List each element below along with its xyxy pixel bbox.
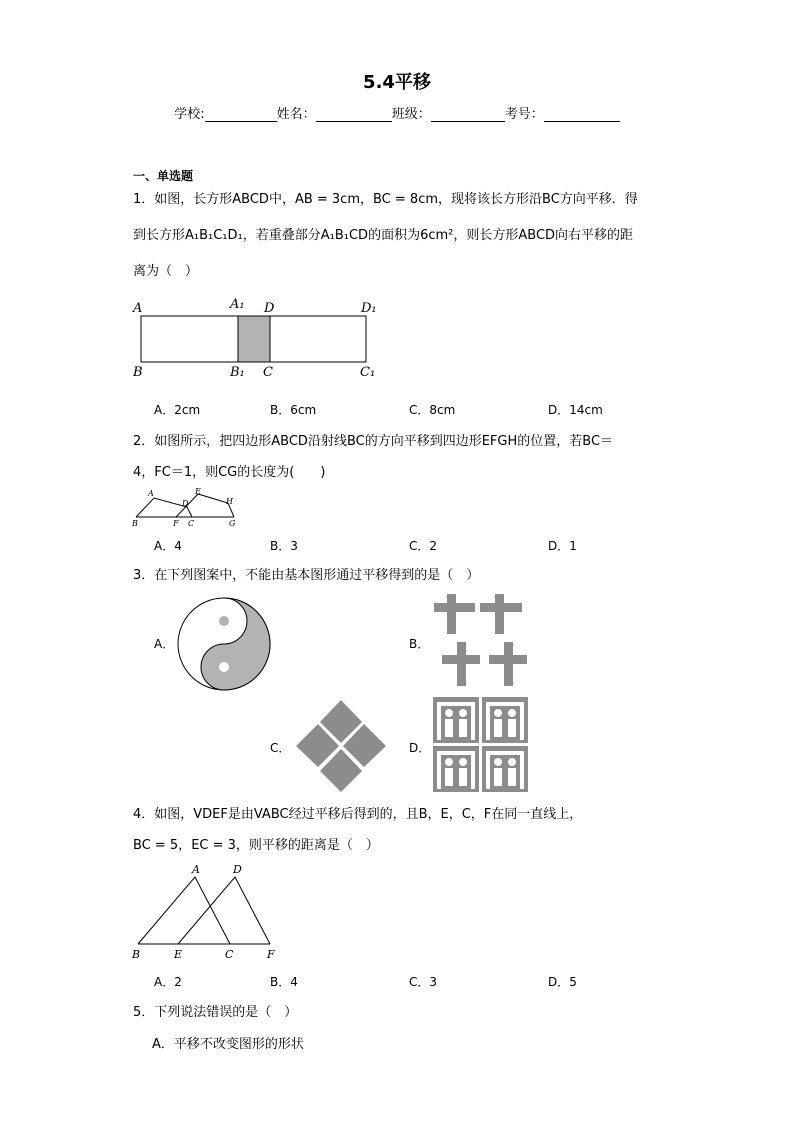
q1-line1: 1．如图，长方形ABCD中，AB = 3cm，BC = 8cm，现将该长方形沿BC方向平移．得 [133, 192, 638, 207]
q1-label-c: C [263, 365, 273, 380]
q3-option-a-label[interactable]: A． [154, 637, 175, 651]
q4-label-e: E [174, 948, 183, 961]
q2-label-h: H [226, 497, 233, 506]
q3-option-c-diamonds-icon [292, 698, 390, 796]
q2-line2: 4，FC＝1，则CG的长度为( ) [133, 465, 326, 480]
q2-line1: 2．如图所示，把四边形ABCD沿射线BC的方向平移到四边形EFGH的位置，若BC＝ [133, 434, 614, 449]
q2-option-b[interactable]: B．3 [270, 539, 298, 553]
section-heading: 一、单选题 [133, 169, 194, 183]
q5-option-a[interactable]: A．平移不改变图形的形状 [152, 1037, 304, 1052]
class-blank[interactable] [431, 107, 505, 122]
q4-label-f: F [267, 948, 275, 961]
school-label: 学校: [174, 107, 205, 122]
q4-option-c[interactable]: C．3 [409, 975, 438, 989]
q4-label-b: B [132, 948, 141, 961]
q2-label-e: E [195, 487, 201, 496]
q3-option-b-label[interactable]: B． [409, 637, 430, 651]
q4-line1: 4．如图，VDEF是由VABC经过平移后得到的，且B，E，C，F在同一直线上， [133, 807, 583, 822]
q1-label-b: B [133, 365, 143, 380]
q4-triangle-abc [138, 877, 230, 944]
q4-figure [128, 860, 288, 964]
q1-label-d1: D₁ [361, 301, 377, 316]
q3-line1: 3．在下列图案中，不能由基本图形通过平移得到的是（ ） [133, 568, 480, 583]
q3-option-b-crosses-icon [430, 590, 530, 690]
q4-option-b[interactable]: B．4 [270, 975, 298, 989]
q3-option-d-pattern-icon [432, 696, 530, 794]
q2-label-d: D [182, 499, 189, 508]
q1-figure [128, 292, 388, 392]
q4-label-d: D [233, 863, 242, 876]
q5-line1: 5．下列说法错误的是（ ） [133, 1005, 298, 1020]
q2-option-d[interactable]: D．1 [548, 539, 577, 553]
page-title: 5.4平移 [363, 72, 431, 93]
q2-figure [130, 485, 250, 530]
q3-option-d-label[interactable]: D． [409, 741, 431, 755]
q1-label-c1: C₁ [360, 365, 376, 380]
q1-option-c[interactable]: C．8cm [409, 403, 456, 417]
q4-triangle-def [178, 877, 270, 944]
q2-label-a: A [148, 489, 154, 498]
q4-line2: BC = 5，EC = 3，则平移的距离是（ ） [133, 838, 379, 853]
q1-label-a1: A₁ [230, 297, 245, 312]
exam-no-label: 考号： [504, 107, 544, 122]
q1-option-a[interactable]: A．2cm [154, 403, 201, 417]
q1-label-b1: B₁ [230, 365, 245, 380]
q2-label-b: B [132, 519, 138, 528]
name-label: 姓名： [276, 107, 316, 122]
class-label: 班级： [391, 107, 431, 122]
q3-option-a-yin-yang-icon [176, 596, 272, 692]
exam-no-blank[interactable] [544, 107, 620, 122]
q4-label-a: A [192, 863, 200, 876]
q1-label-d: D [264, 301, 275, 316]
q1-line2: 到长方形A₁B₁C₁D₁，若重叠部分A₁B₁CD的面积为6cm²，则长方形ABCD向右平移的距 [133, 228, 634, 243]
student-info-line [0, 103, 794, 122]
q4-option-a[interactable]: A．2 [154, 975, 182, 989]
q1-line3: 离为（ ） [133, 264, 199, 279]
q2-option-a[interactable]: A．4 [154, 539, 182, 553]
q4-label-c: C [225, 948, 234, 961]
q2-label-c: C [188, 519, 195, 528]
q3-option-c-label[interactable]: C． [270, 741, 291, 755]
q2-option-c[interactable]: C．2 [409, 539, 438, 553]
q2-label-g: G [229, 519, 236, 528]
school-blank[interactable] [205, 107, 277, 122]
q4-option-d[interactable]: D．5 [548, 975, 577, 989]
q1-overlap-region [238, 316, 270, 362]
q2-label-f: F [173, 519, 179, 528]
q1-label-a: A [133, 301, 143, 316]
name-blank[interactable] [316, 107, 392, 122]
q1-option-b[interactable]: B．6cm [270, 403, 317, 417]
q1-option-d[interactable]: D．14cm [548, 403, 603, 417]
